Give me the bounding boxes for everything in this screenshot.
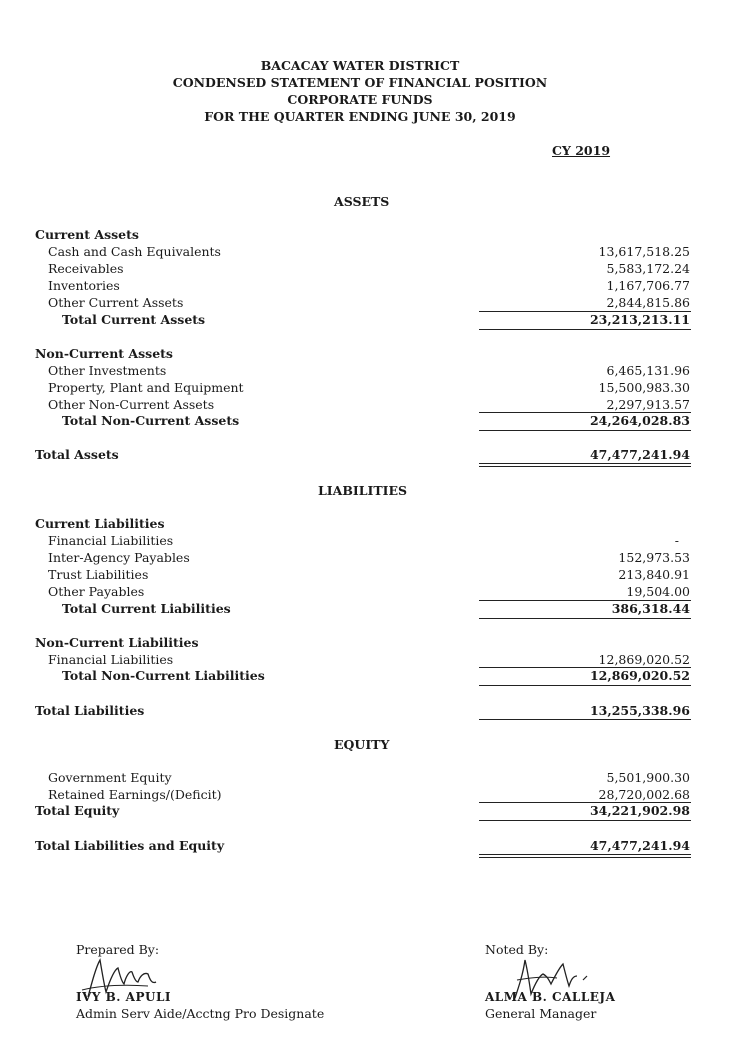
line-item-row	[0, 295, 743, 312]
line-item-value: 2,297,913.57	[606, 397, 690, 412]
noted-by-caption: Noted By:	[485, 942, 549, 957]
total-assets-row	[0, 447, 743, 464]
line-item-label: Financial Liabilities	[48, 533, 174, 548]
total-current-liabilities-row	[0, 601, 743, 618]
line-item-label: Receivables	[48, 261, 124, 276]
line-item-row	[0, 244, 743, 261]
prepared-by-name-block	[76, 990, 324, 1021]
total-assets-value: 47,477,241.94	[589, 447, 690, 462]
section-heading-liabilities: LIABILITIES	[318, 483, 408, 498]
total-equity-row	[0, 803, 743, 820]
total-rule	[479, 820, 691, 821]
double-rule-top	[479, 854, 691, 855]
total-rule	[479, 685, 691, 686]
section-heading-equity: EQUITY	[334, 737, 390, 752]
line-item-label: Financial Liabilities	[48, 652, 174, 667]
line-item-label: Other Investments	[48, 363, 167, 378]
total-rule	[479, 719, 691, 720]
line-item-label: Other Payables	[48, 584, 145, 599]
double-rule-bottom	[479, 466, 691, 467]
line-item-label: Government Equity	[48, 770, 172, 785]
total-liabilities-equity-label: Total Liabilities and Equity	[35, 838, 225, 853]
total-current-liabilities-label: Total Current Liabilities	[62, 601, 231, 616]
total-noncurrent-liabilities-label: Total Non-Current Liabilities	[62, 668, 265, 683]
line-item-value: 13,617,518.25	[598, 244, 690, 259]
total-current-assets-label: Total Current Assets	[62, 312, 206, 327]
line-item-row	[0, 550, 743, 567]
total-equity-value: 34,221,902.98	[589, 803, 690, 818]
current-liabilities-heading-row	[0, 516, 743, 533]
line-item-value: 28,720,002.68	[598, 787, 690, 802]
double-rule-bottom	[479, 857, 691, 858]
line-item-row	[0, 261, 743, 278]
line-item-label: Inventories	[48, 278, 120, 293]
line-item-row	[0, 363, 743, 380]
line-item-row	[0, 584, 743, 601]
total-assets-label: Total Assets	[35, 447, 119, 462]
total-noncurrent-assets-label: Total Non-Current Assets	[62, 413, 240, 428]
total-noncurrent-liabilities-row	[0, 668, 743, 685]
total-noncurrent-assets-value: 24,264,028.83	[589, 413, 690, 428]
noted-by-name-block	[485, 990, 615, 1021]
total-liabilities-equity-row	[0, 838, 743, 855]
line-item-label: Inter-Agency Payables	[48, 550, 190, 565]
current-assets-heading: Current Assets	[35, 227, 139, 242]
fund-title: CORPORATE FUNDS	[287, 92, 433, 107]
line-item-value: 1,167,706.77	[606, 278, 690, 293]
line-item-value: 2,844,815.86	[606, 295, 690, 310]
double-rule-top	[479, 463, 691, 464]
total-noncurrent-liabilities-value: 12,869,020.52	[589, 668, 690, 683]
total-liabilities-label: Total Liabilities	[35, 703, 145, 718]
line-item-row	[0, 567, 743, 584]
noted-by-position: General Manager	[485, 1006, 597, 1021]
noncurrent-liabilities-heading: Non-Current Liabilities	[35, 635, 199, 650]
line-item-row	[0, 533, 743, 550]
noncurrent-assets-heading: Non-Current Assets	[35, 346, 173, 361]
prepared-by-position: Admin Serv Aide/Acctng Pro Designate	[76, 1006, 325, 1021]
noncurrent-liabilities-heading-row	[0, 635, 743, 652]
line-item-label: Other Non-Current Assets	[48, 397, 215, 412]
line-item-value: 6,465,131.96	[606, 363, 690, 378]
section-heading-assets: ASSETS	[334, 194, 390, 209]
line-item-value: 5,583,172.24	[606, 261, 690, 276]
document-title: BACACAY WATER DISTRICT	[260, 58, 460, 73]
total-liabilities-row	[0, 703, 743, 720]
total-noncurrent-assets-row	[0, 413, 743, 430]
line-item-value: 15,500,983.30	[598, 380, 690, 395]
total-liabilities-value: 13,255,338.96	[589, 703, 690, 718]
total-current-assets-row	[0, 312, 743, 329]
line-item-label: Retained Earnings/(Deficit)	[48, 787, 222, 802]
total-current-liabilities-value: 386,318.44	[611, 601, 690, 616]
line-item-label: Property, Plant and Equipment	[48, 380, 244, 395]
line-item-value: 5,501,900.30	[606, 770, 690, 785]
line-item-row	[0, 770, 743, 787]
line-item-label: Cash and Cash Equivalents	[48, 244, 221, 259]
current-assets-heading-row	[0, 227, 743, 244]
column-header-cy2019: CY 2019	[552, 143, 611, 158]
noncurrent-assets-heading-row	[0, 346, 743, 363]
current-liabilities-heading: Current Liabilities	[35, 516, 165, 531]
noted-by-name: ALMA B. CALLEJA	[485, 990, 616, 1004]
line-item-label: Other Current Assets	[48, 295, 184, 310]
total-equity-label: Total Equity	[35, 803, 120, 818]
prepared-by-name: IVY B. APULI	[76, 990, 172, 1004]
line-item-label: Trust Liabilities	[48, 567, 149, 582]
line-item-row	[0, 380, 743, 397]
period-title: FOR THE QUARTER ENDING JUNE 30, 2019	[204, 109, 516, 124]
total-liabilities-equity-value: 47,477,241.94	[589, 838, 690, 853]
line-item-value: 19,504.00	[626, 584, 690, 599]
total-rule	[479, 430, 691, 431]
line-item-value: -	[674, 533, 679, 548]
total-current-assets-value: 23,213,213.11	[589, 312, 690, 327]
line-item-row	[0, 278, 743, 295]
prepared-by-caption: Prepared By:	[76, 942, 160, 957]
total-rule	[479, 618, 691, 619]
line-item-value: 12,869,020.52	[598, 652, 690, 667]
line-item-value: 213,840.91	[618, 567, 690, 582]
total-rule	[479, 329, 691, 330]
statement-title: CONDENSED STATEMENT OF FINANCIAL POSITION	[172, 75, 548, 90]
line-item-value: 152,973.53	[618, 550, 690, 565]
